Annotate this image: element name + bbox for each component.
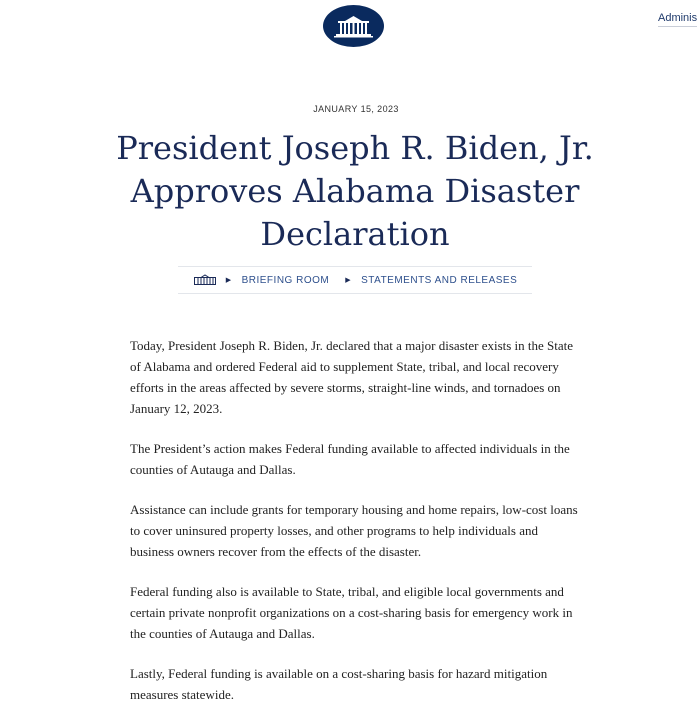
article-paragraph: Assistance can include grants for temporary housing and home repairs, low-cost loans to cover uninsured property losses, and other programs to help individuals and business owners recover from the effects of the disaster.: [130, 502, 578, 559]
breadcrumb: [178, 266, 532, 294]
article-paragraph: Today, President Joseph R. Biden, Jr. declared that a major disaster exists in the State of Alabama and ordered Federal aid to supplement State, tribal, and local recovery efforts in the areas affected by severe storms, straight-line winds, and tornadoes on January 12, 2023.: [130, 338, 574, 416]
white-house-icon: [193, 274, 217, 286]
breadcrumb-statements-and-releases[interactable]: STATEMENTS AND RELEASES: [361, 274, 518, 286]
article-paragraph: Lastly, Federal funding is available on a cost-sharing basis for hazard mitigation measures statewide.: [130, 666, 548, 702]
chevron-right-icon: ▶: [225, 277, 232, 284]
article-paragraph: Federal funding also is available to State, tribal, and eligible local governments and certain private nonprofit organizations on a cost-sharing basis for emergency work in the counties of Autauga and Dallas.: [130, 584, 573, 641]
article-date: JANUARY 15, 2023: [313, 104, 399, 114]
article-paragraph: The President’s action makes Federal funding available to affected individuals in the counties of Autauga and Dallas.: [130, 441, 570, 477]
article-body: [130, 335, 585, 724]
chevron-right-icon: ▶: [345, 277, 352, 284]
breadcrumb-briefing-room[interactable]: BRIEFING ROOM: [241, 274, 330, 286]
administration-link[interactable]: Adminis: [658, 12, 697, 27]
article-title: President Joseph R. Biden, Jr. Approves Alabama Disaster Declaration: [116, 129, 594, 253]
breadcrumb-home-link[interactable]: [193, 274, 217, 286]
white-house-icon: [323, 5, 384, 47]
white-house-logo[interactable]: [323, 5, 384, 47]
